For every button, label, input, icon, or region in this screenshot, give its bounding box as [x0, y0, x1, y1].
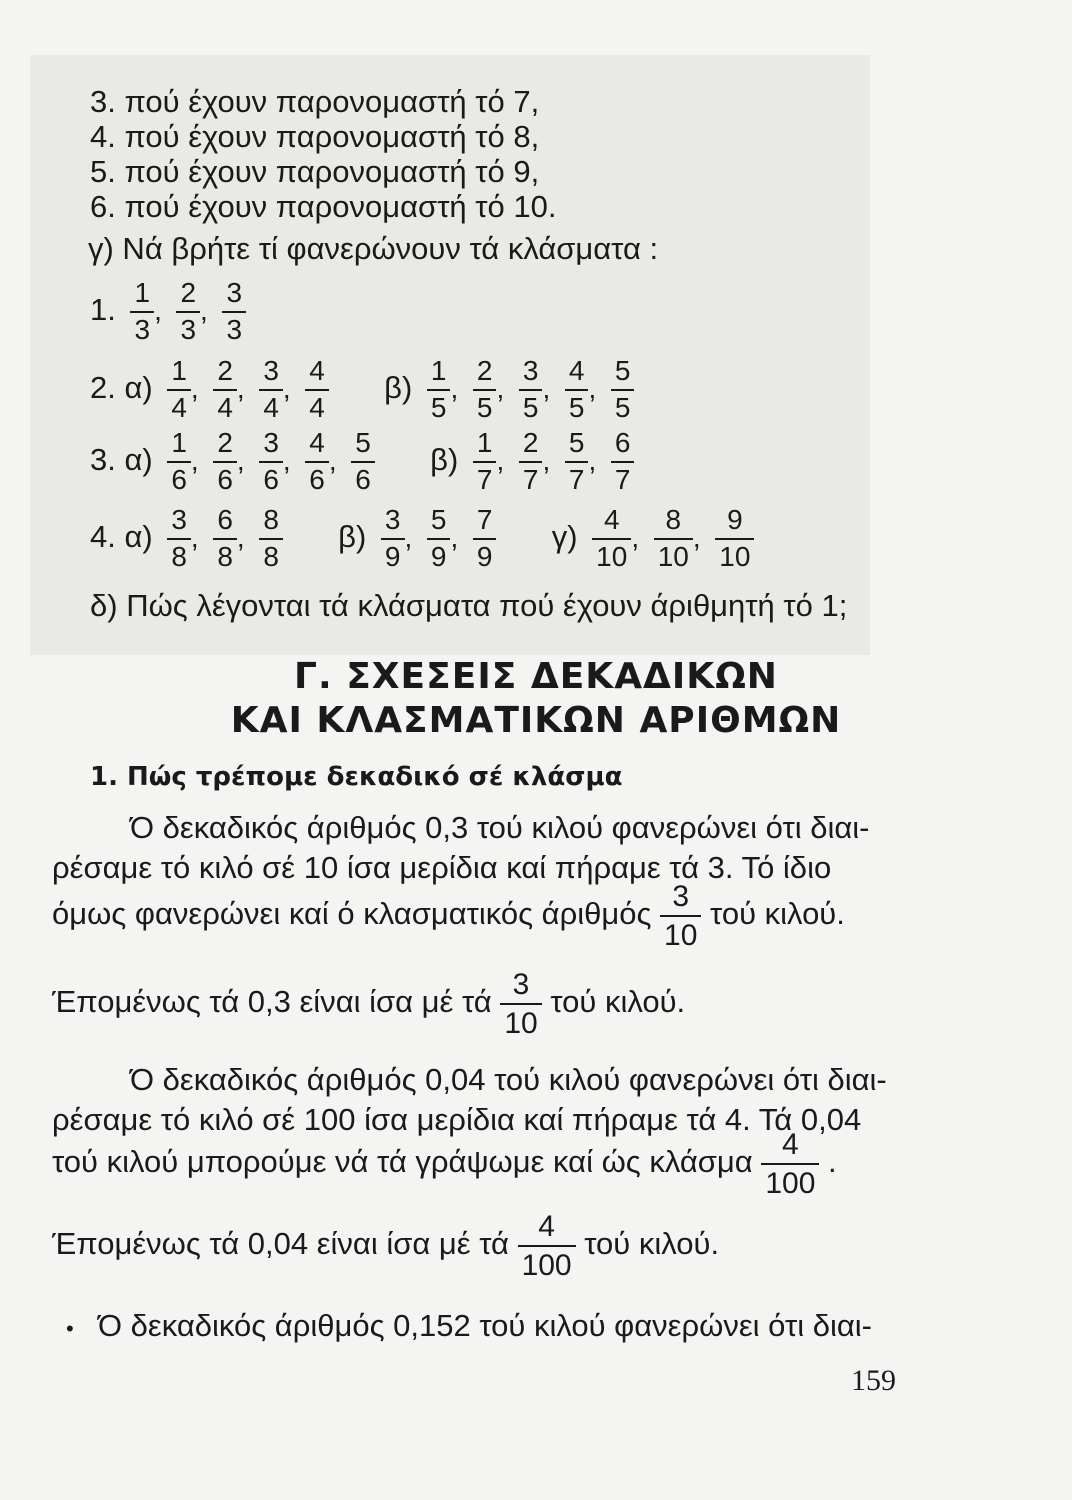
fraction: $\frac{2}{4}$ — [213, 356, 237, 424]
fraction: $\frac{4}{10}$ — [592, 505, 631, 573]
paragraph-1-line-3 — [52, 880, 845, 952]
paragraph-2-line-3 — [52, 1128, 837, 1200]
list-item-6: 6. πού έχουν παρονομαστή τό 10. — [90, 189, 557, 224]
fraction-4-100: $\frac{4}{100}$ — [761, 1128, 819, 1200]
text-span: τού κιλού. — [710, 896, 845, 932]
fraction: $\frac{5}{5}$ — [611, 356, 635, 424]
gamma-instruction: γ) Νά βρήτε τί φανερώνουν τά κλάσματα : — [88, 231, 659, 266]
fraction: $\frac{3}{9}$ — [381, 505, 405, 573]
fraction: $\frac{4}{5}$ — [565, 356, 589, 424]
fraction: $\frac{3}{4}$ — [259, 356, 283, 424]
paragraph-2-result — [52, 1210, 719, 1282]
text-span: όμως φανερώνει καί ό κλασματικός άριθμός — [52, 896, 652, 932]
row-sublabel-gamma: γ) — [551, 518, 578, 554]
paragraph-1-line-1: Ό δεκαδικός άριθμός 0,3 τού κιλού φανερώνει ότι διαι- — [130, 810, 870, 845]
delta-question: δ) Πώς λέγονται τά κλάσματα πού έχουν άριθμητή τό 1; — [90, 588, 848, 623]
list-item-5: 5. πού έχουν παρονομαστή τό 9, — [90, 154, 540, 189]
row-label: 4. α) — [90, 518, 153, 554]
fraction: $\frac{6}{7}$ — [611, 428, 635, 496]
fraction: $\frac{2}{7}$ — [519, 428, 543, 496]
fraction: $\frac{1}{7}$ — [473, 428, 497, 496]
fraction: $\frac{2}{6}$ — [213, 428, 237, 496]
fraction: $\frac{3}{3}$ — [222, 278, 246, 346]
section-title-line-2: ΚΑΙ ΚΛΑΣΜΑΤΙΚΩΝ ΑΡΙΘΜΩΝ — [230, 700, 842, 741]
section-title-line-1: Γ. ΣΧΕΣΕΙΣ ΔΕΚΑΔΙΚΩΝ — [294, 656, 778, 697]
fraction: $\frac{8}{10}$ — [654, 505, 693, 573]
fraction: $\frac{1}{6}$ — [167, 428, 191, 496]
text-span: Έπομένως τά 0,04 είναι ίσα μέ τά — [52, 1226, 509, 1262]
fraction-row-2: 2. α) $\frac{1}{4}$ , $\frac{2}{4}$ , $\frac{3}{4}$ , $\frac{4}{4}$ β) $\frac{1}{5}$ , $\frac{2}{5}$ , $\frac{3}{5}$ , $\frac{4}{5}$ , $\frac{5}{5}$ — [90, 356, 634, 424]
text-span: τού κιλού. — [584, 1226, 720, 1262]
fraction-row-3: 3. α) $\frac{1}{6}$ , $\frac{2}{6}$ , $\frac{3}{6}$ , $\frac{4}{6}$ , $\frac{5}{6}$ β) $\frac{1}{7}$ , $\frac{2}{7}$ , $\frac{5}{7}$ , $\frac{6}{7}$ — [90, 428, 634, 496]
row-sublabel-beta: β) — [384, 369, 413, 405]
paragraph-3-line-1: Ό δεκαδικός άριθμός 0,152 τού κιλού φανερώνει ότι διαι- — [98, 1308, 872, 1343]
fraction: $\frac{1}{4}$ — [167, 356, 191, 424]
text-span: τού κιλού μπορούμε νά τά γράψωμε καί ώς κλάσμα — [52, 1144, 753, 1180]
row-label: 3. α) — [90, 441, 153, 477]
fraction: $\frac{5}{6}$ — [351, 428, 375, 496]
bullet-mark: • — [66, 1316, 74, 1341]
paragraph-1-result — [52, 968, 685, 1040]
fraction: $\frac{4}{6}$ — [305, 428, 329, 496]
row-sublabel-beta: β) — [430, 441, 459, 477]
page-number: 159 — [851, 1364, 896, 1397]
paragraph-2-line-1: Ό δεκαδικός άριθμός 0,04 τού κιλού φανερώνει ότι διαι- — [130, 1062, 887, 1097]
fraction: $\frac{3}{8}$ — [167, 505, 191, 573]
paragraph-2-line-2: ρέσαμε τό κιλό σέ 100 ίσα μερίδια καί πήραμε τά 4. Τά 0,04 — [52, 1102, 862, 1137]
fraction: $\frac{6}{8}$ — [213, 505, 237, 573]
fraction-row-4: 4. α) $\frac{3}{8}$ , $\frac{6}{8}$ , $\frac{8}{8}$ β) $\frac{3}{9}$ , $\frac{5}{9}$ , $\frac{7}{9}$ γ) $\frac{4}{10}$ , $\frac{8}{10}$ , $\frac{9}{10}$ — [90, 505, 754, 573]
fraction: $\frac{5}{7}$ — [565, 428, 589, 496]
fraction: $\frac{8}{8}$ — [259, 505, 283, 573]
text-span: . — [828, 1144, 837, 1180]
fraction: $\frac{3}{6}$ — [259, 428, 283, 496]
fraction: $\frac{1}{5}$ — [427, 356, 451, 424]
fraction: $\frac{7}{9}$ — [473, 505, 497, 573]
text-span: Έπομένως τά 0,3 είναι ίσα μέ τά — [52, 984, 492, 1020]
list-item-4: 4. πού έχουν παρονομαστή τό 8, — [90, 119, 540, 154]
fraction-row-1: 1. $\frac{1}{3}$ , $\frac{2}{3}$ , $\frac{3}{3}$ — [90, 278, 246, 346]
fraction: $\frac{5}{9}$ — [427, 505, 451, 573]
paragraph-1-line-2: ρέσαμε τό κιλό σέ 10 ίσα μερίδια καί πήραμε τά 3. Τό ίδιο — [52, 850, 832, 885]
fraction: $\frac{1}{3}$ — [130, 278, 154, 346]
text-span: τού κιλού. — [550, 984, 686, 1020]
fraction: $\frac{3}{5}$ — [519, 356, 543, 424]
row-label: 1. — [90, 291, 116, 327]
fraction-4-100: $\frac{4}{100}$ — [518, 1210, 576, 1282]
row-sublabel-beta: β) — [338, 518, 367, 554]
subheading: 1. Πώς τρέπομε δεκαδικό σέ κλάσμα — [90, 762, 623, 792]
fraction: $\frac{9}{10}$ — [715, 505, 754, 573]
fraction: $\frac{2}{3}$ — [176, 278, 200, 346]
list-item-3: 3. πού έχουν παρονομαστή τό 7, — [90, 84, 540, 119]
fraction: $\frac{4}{4}$ — [305, 356, 329, 424]
fraction-3-10: $\frac{3}{10}$ — [660, 880, 701, 952]
fraction-3-10: $\frac{3}{10}$ — [500, 968, 541, 1040]
fraction: $\frac{2}{5}$ — [473, 356, 497, 424]
row-label: 2. α) — [90, 369, 153, 405]
